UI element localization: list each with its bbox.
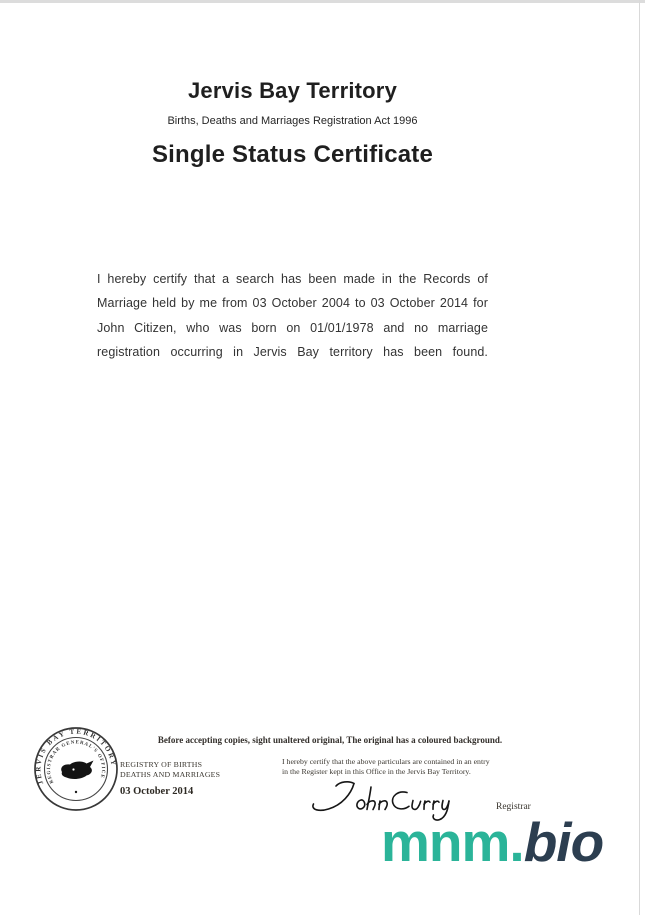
certification-line-2: in the Register kept in this Office in the Jervis Bay Territory. [282, 766, 471, 776]
certification-body-text: I hereby certify that a search has been made in the Records of Marriage held by me from 03 October 2004 to 03 October 2014 for John Citizen, who was born on 01/01/1978 and no marriage registration occurring in Jervis Bay territory has been found. [97, 272, 488, 359]
copies-notice: Before accepting copies, sight unaltered original, The original has a coloured background. [157, 735, 503, 745]
registry-line-2: DEATHS AND MARRIAGES [120, 769, 221, 779]
mnm-bio-logo [381, 812, 626, 872]
certification-line-1: I hereby certify that the above particulars are contained in an entry [282, 757, 490, 766]
issue-date: 03 October 2014 [120, 786, 194, 797]
seal-outer-text: JERVIS BAY TERRITORY [34, 727, 118, 786]
act-subtitle: Births, Deaths and Marriages Registration Act 1996 [167, 115, 418, 127]
logo-prefix: mnm. [381, 811, 524, 873]
certificate-title: Single Status Certificate [151, 141, 434, 168]
registrar-certification-text [282, 757, 512, 776]
registrar-label: Registrar [496, 802, 531, 812]
registry-line-1: REGISTRY OF BIRTHS [120, 760, 203, 769]
logo-suffix: bio [523, 811, 604, 873]
seal-inner-text: REGISTRAR GENERAL'S OFFICE [46, 740, 106, 784]
page-right-border [639, 0, 640, 915]
registrar-seal-icon [33, 726, 119, 812]
seal-territory-map-shape [61, 761, 93, 780]
registry-office-block [120, 760, 280, 779]
page-top-border [0, 0, 645, 3]
territory-title: Jervis Bay Territory [187, 78, 398, 103]
